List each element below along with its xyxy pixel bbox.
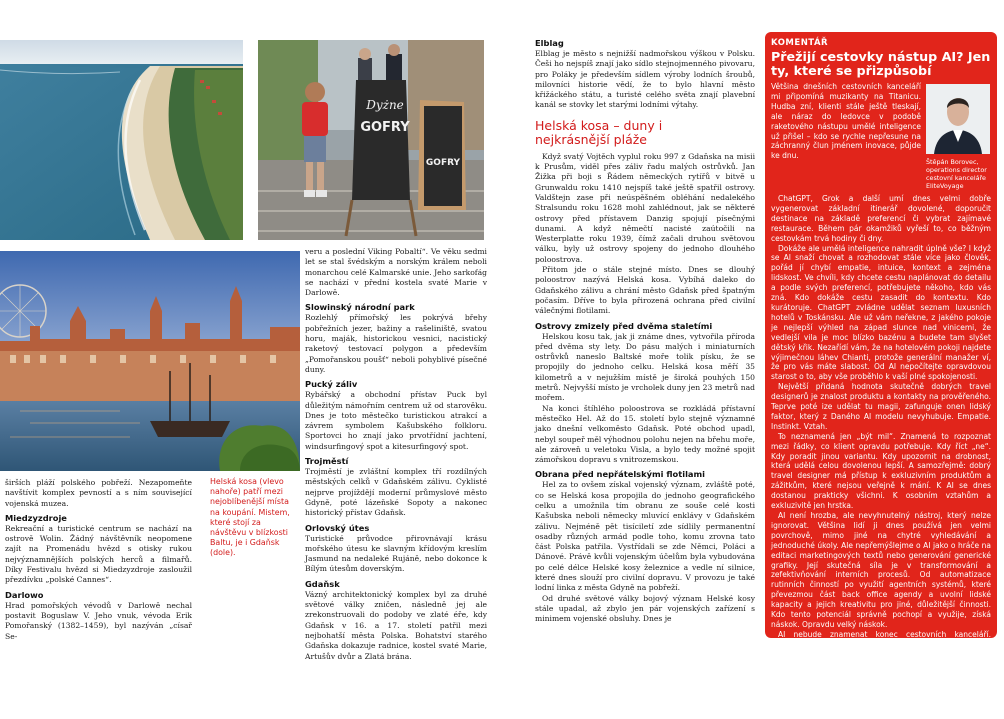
heading-obrana: Obrana před nepřátelskými flotilami (535, 469, 705, 480)
text-elblag: Elblag je město s nejnižší nadmořskou výškou v Polsku. Češi ho nejspíš znají jako sídlo stejnojmenného pivovaru, pro Poláky je především sídlem výroby lodních šroubů, milovníci historie vědí, že to bylo hlavní město křižáckého státu, a turisté celého světa znají plavební kanál se stovky let starými lodními výtahy. (535, 49, 755, 110)
commentary-title: Přežijí cestovky nástup AI? Jen ty, které se přizpůsobí (771, 49, 991, 78)
commentary-sidebar (765, 32, 997, 719)
commentary-paragraph: ChatGPT, Grok a další umí dnes velmi dobře vygenerovat základní itinerář dovolené, doporučit destinace na základě preferencí či vybrat zajímavé restaurace. Během pár okamžiků vyřeší to, co běžným cestovkám trvá hodiny či dny. (771, 194, 991, 243)
text-helska-p2: Přitom jde o stále stejné místo. Dnes se dlouhý poloostrov nazývá Helská kosa. Vybíhá daleko do Gdaňského zálivu a chrání město Gdaňsk před špatným počasím. Dříve to byla přirozená ochrana před civilní válečnými flotilami. (535, 265, 755, 316)
text-obrana: Hel za to ovšem získal vojenský význam, zvláště poté, co se Helská kosa propojila do jednoho geografického celku a umožnila tím obranu ze souše celé kosti Kašubska neboli německy mluvící enklávy v Gdaňském zálivu. Nejméně pět tisíciletí zde sídlily permanentní osadby různých armád podle toho, komu zrovna tato část Polska patřila. Vystřídali se zde Němci, Poláci a Dánové. Právě kvůli vojenským účelům byla vybudována po celé délce Helské kosy železnice a vedle ní silnice, které dnes slouží pro civilní dopravu. V provozu je také lodní linka z města Gdyně na pobřeží. (535, 480, 755, 593)
col1-intro: širších pláží polského pobřeží. Nezapomeňte navštívit komplex pevností a s ním související vojenská muzea. (5, 478, 192, 508)
text-ostrovy: Helskou kosu tak, jak ji známe dnes, vytvořila příroda před dvěma sty lety. Do pásu malých i miniaturních ostrůvků naneslo Baltské moře tolik písku, že se propojily do jednoho celku. Helská kosa měří 35 kilometrů a v nejužším místě je široká pouhých 150 metrů. Nejvyšší místo je vrcholek duny jen 23 metrů nad mořem. (535, 331, 755, 403)
text-pucky: Rybářský a obchodní přístav Puck byl důležitým námořním centrem už od starověku. Dnes je toto městečko turistickou atrakcí a závrem symbolem Kašubského folkloru. Sportovci ho znají jako prvotřídní jachtení, windsurfingový spot a kitesurfingový spot. (305, 390, 487, 451)
text-orlovsky: Turistické průvodce přirovnávají krásu mořského útesu ke slavným křídovým kreslím Jasmund na nedaleké Rujáně, nebo dokonce k Bílým útesům doverským. (305, 533, 487, 574)
sign-text-gofry: GOFRY (360, 120, 410, 135)
gofry-street-photo (258, 40, 484, 240)
text-ostrovy-p2: Na konci štíhlého poloostrova se rozkládá přístavní městečko Hel. Až do 15. století bylo stejně významné jako dnešní velkoměsto Gdaňsk. Poté obchod upadl, nebyl soupeř měl výhodnou polohu nejen na břehu moře, ale zároveň u veletoku Visla, a bylo tedy možné spojit zámořskou dopravu s vnitrozemskou. (535, 403, 755, 465)
heading-gdansk: Gdaňsk (305, 578, 340, 589)
helska-kosa-heading: Helská kosa – duny i nejkrásnější pláže (535, 117, 663, 148)
column-3 (535, 38, 755, 625)
text-slowinsky: Rozlehlý přímořský les pokrývá břehy pobřežních jezer, bažiny a rašeliniště, svatou horu, maják, historickou vesnici, nacistický raketový testovací polygon a především „Pomořanskou poušť“ neboli pohyblivé písečné duny. (305, 313, 487, 374)
commentary-body (771, 194, 991, 719)
heading-ostrovy: Ostrovy zmizely před dvěma staletími (535, 320, 713, 331)
text-darlowo: Hrad pomořských vévodů v Darlowě nechal postavit Boguslaw V. Jeho vnuk, vévoda Erik Pomořanský (1382–1459), byl nazýván „císař Se- (5, 600, 192, 641)
heading-pucky: Pucký záliv (305, 379, 358, 390)
column-2 (305, 247, 487, 662)
text-trojmesti: Trojměstí je zvláštní komplex tří rozdílných městských celků v Gdaňském zálivu. Cyklisté nejprve projíždějí moderní průmyslové město Gdyně, poté lázeňské Sopoty a nakonec historický přístav Gdaňsk. (305, 467, 487, 518)
commentary-tag: KOMENTÁŘ (771, 38, 829, 48)
author-credit: Štěpán Borovec, operations director cestovní kanceláře EliteVoyage (926, 158, 987, 190)
gdansk-panorama-photo (0, 251, 300, 471)
heading-trojmesti: Trojměstí (305, 456, 349, 467)
sign-text-gofry-right: GOFRY (425, 158, 461, 168)
commentary-paragraph: Dokáže ale umělá inteligence nahradit úplně vše? I když se AI snaží chovat a rozhodovat stále více jako člověk, pořád jí chybí empatie, intuice, kontext a zejména lidskost. Ve chvíli, kdy chcete cestu naplánovat do detailu a podle svých preferencí, potřebujete někoho, kdo vás zná. Kdo dokáže cestu zasadit do kontextu. Kdo kurátoruje. ChatGPT zvládne udělat seznam luxusních hotelů v Toskánsku. Ale už vám neřekne, z jakého pokoje je nejlepší výhled na západ slunce nad vinicemi, že vedlejší vila je moc blízko bazénu a budete tam slyšet dětský křik. Nezařídí vám, že na hotelovém pokoji najdete výjimečnou láhev Chianti, protože generální manažer ví, že pro vás máte slabost. Od AI nepočítejte opravdovou starost o to, aby vše proběhlo k vaší plné spokojenosti. (771, 243, 991, 382)
text-helska-p1: Když svatý Vojtěch vyplul roku 997 z Gdaňska na misii k Prusům, viděl přes záliv řadu malých ostrůvků. Jan Žižka při boji s Řádem německých rytířů v bitvě u Grunwaldu roku 1410 nejspíš také ještě spatřil ostrovy. Valdštejn zase při neúspěšném obléhání nedalekého Stralsundu roku 1628 mohl zahlédnout, jak se některé ostrovy před přístavem Danzig spojují písečnými dunami. A když němečtí nacisté zaútočili na Westerplatte roku 1939, čímž začali druhou světovou válku, byly už ostrovy spojeny do jednoho dlouhého poloostrova. (535, 151, 755, 264)
photo-caption: Helská kosa (vlevo nahoře) patří mezi nejoblíbenější místa na koupání. Mistem, které stojí za návštěvu v blízkosti Baltu, je i Gdaňsk (dole). (210, 477, 290, 558)
author-portrait (926, 84, 990, 154)
beach-aerial-photo (0, 40, 243, 240)
commentary-paragraph: AI nebude znamenat konec cestovních kanceláří. Způsobí jen přerodi trhu, při kterém zmizí střed. Masovka. Papírové brožury. Generická nabídka. Přežijí a posílí pouze ti, kteří si svou práci dokážou obhájit a klientům přinést skutečnou přidanou hodnotu. Když správně propojíme to nejlepší z AI s tím nejcennějším z naší kréativní profese – znalostí, empatií, kurátorstvím – nebude žádný konec, ale vzrušující začátek. Je čas vyskočit z Titanicu a začít stavět novou superjachtu. (771, 629, 991, 719)
heading-orlovsky: Orlovský útes (305, 522, 370, 533)
commentary-lead: Většina dnešních cestovních kanceláří mi připomíná muzikanty na Titanicu. Hudba zní, klienti stále ještě tleskají, ale náraz do ledovce v podobě raketového nástupu umělé inteligence už přišel – kdo se rychle nepřesune na záchranný člun jménem inovace, půjde ke dnu. (771, 82, 921, 161)
column-1 (5, 478, 192, 642)
text-gdansk: Vázný architektonický komplex byl za druhé světové války zničen, následně jej ale zrekonstruovali do podoby ve zlaté éře, kdy Gdaňsk v 16. a 17. století patřil mezi nejbohatší města Polska. Bohatství starého Gdaňska dokazuje radnice, kostel svaté Marie, Artušův dvůr a Zlatá brána. (305, 589, 487, 661)
col2-intro: veru a poslední Viking Pobaltí“. Ve věku sedmi let se stal švédským a norským králem neboli monarchou celé Kalmarské unie. Jeho sarkofág se nachází v přední kostela svaté Marie v Darlowě. (305, 247, 487, 298)
heading-elblag: Elblag (535, 38, 564, 48)
heading-darlowo: Darlowo (5, 589, 44, 600)
heading-slowinsky: Slowinský národní park (305, 302, 415, 313)
text-obrana-p2: Od druhé světové války bojový význam Helské kosy stále upadal, až zbylo jen pár vojenských zařízení s minimem vojenské obsluhy. Dnes je (535, 593, 755, 624)
commentary-paragraph: Největší přidaná hodnota skutečně dobrých travel designerů je znalost produktu a kontakty na prověřeného. Teprve poté ize udělat tu magii, zafunguje onen lidský faktor, který z Daného AI modelu nevyhubuje. Empatie. Instinkt. Vztah. (771, 382, 991, 431)
text-miedzyzdroje: Rekreační a turistické centrum se nachází na ostrově Wolin. Žádný návštěvník neopomene zajít na Promenádu hvězd s otisky rukou nejvýznamnějších polských herců a filmařů. Díky Festivalu hvězd si Miedzyzdroje zasloužil přezdívku „polské Cannes“. (5, 523, 192, 585)
commentary-paragraph: To neznamená jen „být mil“. Znamená to rozpoznat mezi řádky, co klient opravdu potřebuje. Kdy říct „ne“. Kdy poradit jinou variantu. Kdy upozornit na drobnost, která udělá celou dovolenou lepší. A samozřejmě: dobrý travel designer má přístup k exkluzivním produktům a zážitkům, které nejsou veřejně k mání. K AI se dnes dostanou prakticky všichni. K osobním vztahům a exkluzivitě jen hrstka. (771, 431, 991, 511)
sign-text-dyzne: Dyżne (366, 98, 404, 112)
heading-miedzyzdroje: Miedzyzdroje (5, 512, 67, 523)
commentary-paragraph: AI není hrozba, ale nevyhnutelný nástroj, který nelze ignorovat. Většina lidí ji dnes používá jen velmi povrchově, mimo jiné na chytré vyhledávání a jednoduché úkoly. Ale nepřemýšlejme o AI jako o hráče na editaci marketingových textů nebo generování generické grafiky. Její skutečná síla je v transformování a zefektivňování interních procesů. Od automatizace rutinních činností po využití agentních systémů, které převezmou část back office agendy a uvolní lidské kapacity a jejich kreativitu pro jiné, důležitější činnosti. Kdo tento potenciál správně pochopí a využije, získá náskok. Opravdu velký náskok. (771, 511, 991, 629)
